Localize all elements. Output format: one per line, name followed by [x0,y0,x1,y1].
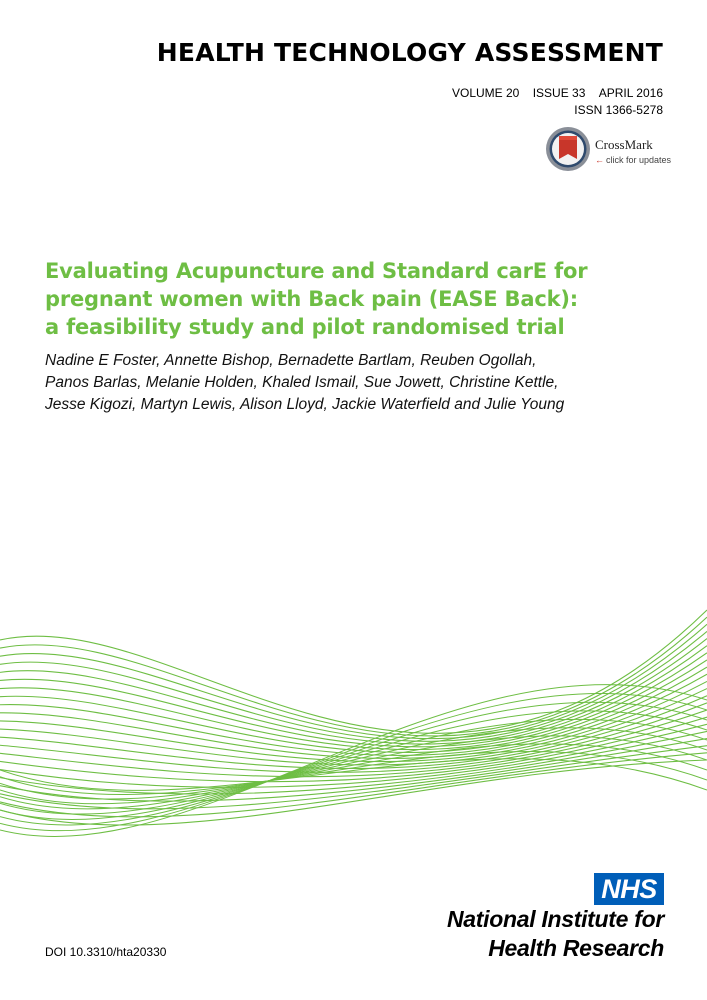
title-line: a feasibility study and pilot randomised trial [45,315,565,339]
doi-label: DOI 10.3310/hta20330 [45,945,167,959]
wave-line [0,760,707,825]
crossmark-badge-icon [545,126,591,172]
wave-line [0,617,707,736]
issn-label: ISSN 1366-5278 [574,103,663,117]
author-list [45,350,665,416]
wave-line [0,685,707,837]
publisher-name-line: National Institute for [446,906,664,932]
author-line: Jesse Kigozi, Martyn Lewis, Alison Lloyd, Jackie Waterfield and Julie Young [45,396,565,413]
arrow-left-icon: ← [595,155,604,165]
wave-line [0,674,707,758]
crossmark-button[interactable] [545,126,675,176]
volume-label: VOLUME 20 [451,86,520,100]
author-line: Nadine E Foster, Annette Bishop, Bernadette Bartlam, Reuben Ogollah, [45,352,537,369]
journal-title: HEALTH TECHNOLOGY ASSESSMENT [156,38,663,67]
wave-line [0,624,707,738]
wave-line [0,660,707,752]
crossmark-subtitle [595,155,671,165]
crossmark-subtitle-text: click for updates [606,155,672,165]
nhs-logo: NHS [594,873,664,905]
author-line: Panos Barlas, Melanie Holden, Khaled Ismail, Sue Jowett, Christine Kettle, [45,374,559,391]
issue-label: ISSUE 33 [532,86,586,100]
crossmark-name: CrossMark [595,137,653,152]
article-title [45,257,665,341]
title-line: pregnant women with Back pain (EASE Back): [45,287,578,311]
date-label: APRIL 2016 [598,86,663,100]
publisher-name [447,905,664,963]
issue-info [442,86,663,100]
title-line: Evaluating Acupuncture and Standard carE for [45,259,588,283]
publisher-name-line: Health Research [488,935,664,961]
decorative-wave-lines [0,580,707,880]
